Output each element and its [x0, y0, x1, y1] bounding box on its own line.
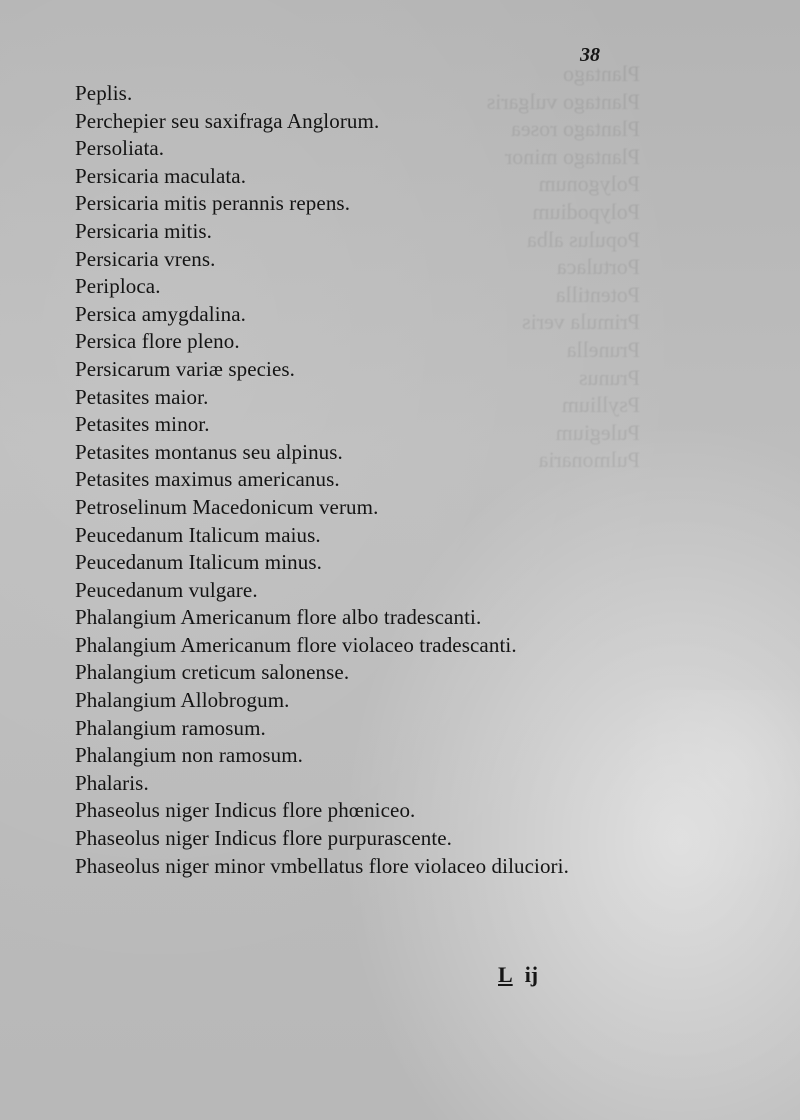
- plant-name-list: [75, 80, 635, 880]
- list-item: Peucedanum Italicum minus.: [75, 550, 322, 575]
- show-through-text: Plantago Plantago vulgaris Plantago rosea Plantago minor Polygonum Polypodium Populus alba Portulaca Potentilla Primula veris Prunella Prunus Psyllium Pulegium Pulmonaria: [486, 61, 640, 473]
- list-item: Persica amygdalina.: [75, 301, 247, 326]
- list-item: Phaseolus niger Indicus flore phœniceo.: [75, 798, 416, 823]
- list-item: Persicarum variæ species.: [75, 356, 296, 381]
- list-item: Phalangium Allobrogum.: [75, 688, 290, 713]
- paper-stain: [615, 690, 800, 900]
- list-item: Phalangium Americanum flore violaceo tradescanti.: [75, 632, 517, 657]
- list-item: Persica flore pleno.: [75, 329, 240, 354]
- list-item: Persicaria maculata.: [75, 163, 247, 188]
- list-item: Petasites maior.: [75, 384, 209, 409]
- signature-numeral: ij: [524, 962, 539, 987]
- list-item: Peplis.: [75, 81, 133, 105]
- list-item: Peucedanum Italicum maius.: [75, 522, 321, 547]
- signature-mark: [498, 962, 538, 988]
- page-number: 38: [580, 44, 600, 66]
- list-item: Phaseolus niger Indicus flore purpurascente.: [75, 826, 453, 851]
- list-item: Phalangium creticum salonense.: [75, 660, 350, 685]
- list-item: Peucedanum vulgare.: [75, 577, 258, 602]
- list-item: Phalangium non ramosum.: [75, 743, 304, 768]
- list-item: Persicaria mitis perannis repens.: [75, 191, 351, 216]
- list-item: Periploca.: [75, 274, 161, 299]
- list-item: Phalaris.: [75, 770, 149, 795]
- list-item: Petasites maximus americanus.: [75, 467, 340, 492]
- list-item: Persicaria vrens.: [75, 246, 216, 271]
- list-item: Petroselinum Macedonicum verum.: [75, 494, 379, 519]
- list-item: Petasites minor.: [75, 412, 210, 437]
- list-item: Petasites montanus seu alpinus.: [75, 439, 343, 464]
- list-item: Persicaria mitis.: [75, 218, 213, 243]
- list-item: Persoliata.: [75, 136, 165, 161]
- list-item: Perchepier seu saxifraga Anglorum.: [75, 108, 380, 133]
- list-item: Phaseolus niger minor vmbellatus flore violaceo diluciori.: [75, 853, 569, 878]
- list-item: Phalangium Americanum flore albo tradescanti.: [75, 605, 482, 630]
- signature-letter: L: [498, 962, 513, 987]
- list-item: Phalangium ramosum.: [75, 715, 266, 740]
